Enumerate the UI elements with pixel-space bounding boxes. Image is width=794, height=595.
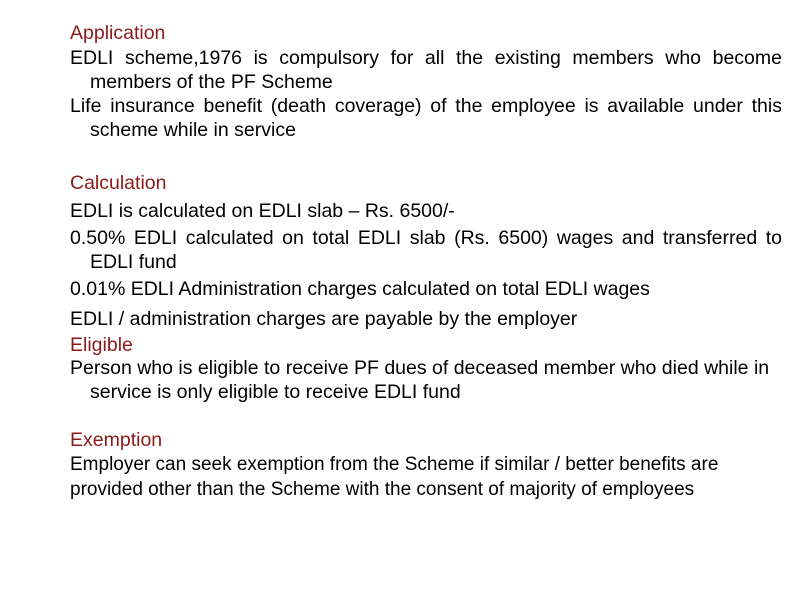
- slide-content: [70, 20, 782, 502]
- eligible-item-1: Person who is eligible to receive PF dues of deceased member who died while in service is only eligible to receive EDLI fund: [70, 357, 770, 403]
- calculation-item-1: EDLI is calculated on EDLI slab – Rs. 6500/-: [70, 200, 455, 222]
- exemption-heading: Exemption: [70, 429, 163, 451]
- application-item-2: Life insurance benefit (death coverage) of the employee is available under this scheme while in service: [70, 95, 782, 141]
- calculation-item-2: 0.50% EDLI calculated on total EDLI slab (Rs. 6500) wages and transferred to EDLI fund: [70, 227, 782, 273]
- spacer: [70, 142, 782, 170]
- application-item-1: EDLI scheme,1976 is compulsory for all the existing members who become members of the PF Scheme: [70, 47, 782, 93]
- spacer: [70, 404, 782, 428]
- calculation-item-3: 0.01% EDLI Administration charges calculated on total EDLI wages: [70, 278, 650, 300]
- calculation-heading: Calculation: [70, 172, 167, 194]
- application-heading: Application: [70, 22, 166, 44]
- calculation-item-4: EDLI / administration charges are payable by the employer: [70, 308, 578, 330]
- eligible-heading: Eligible: [70, 334, 133, 356]
- exemption-text: Employer can seek exemption from the Scheme if similar / better benefits are provided other than the Scheme with the consent of majority of employees: [70, 454, 719, 500]
